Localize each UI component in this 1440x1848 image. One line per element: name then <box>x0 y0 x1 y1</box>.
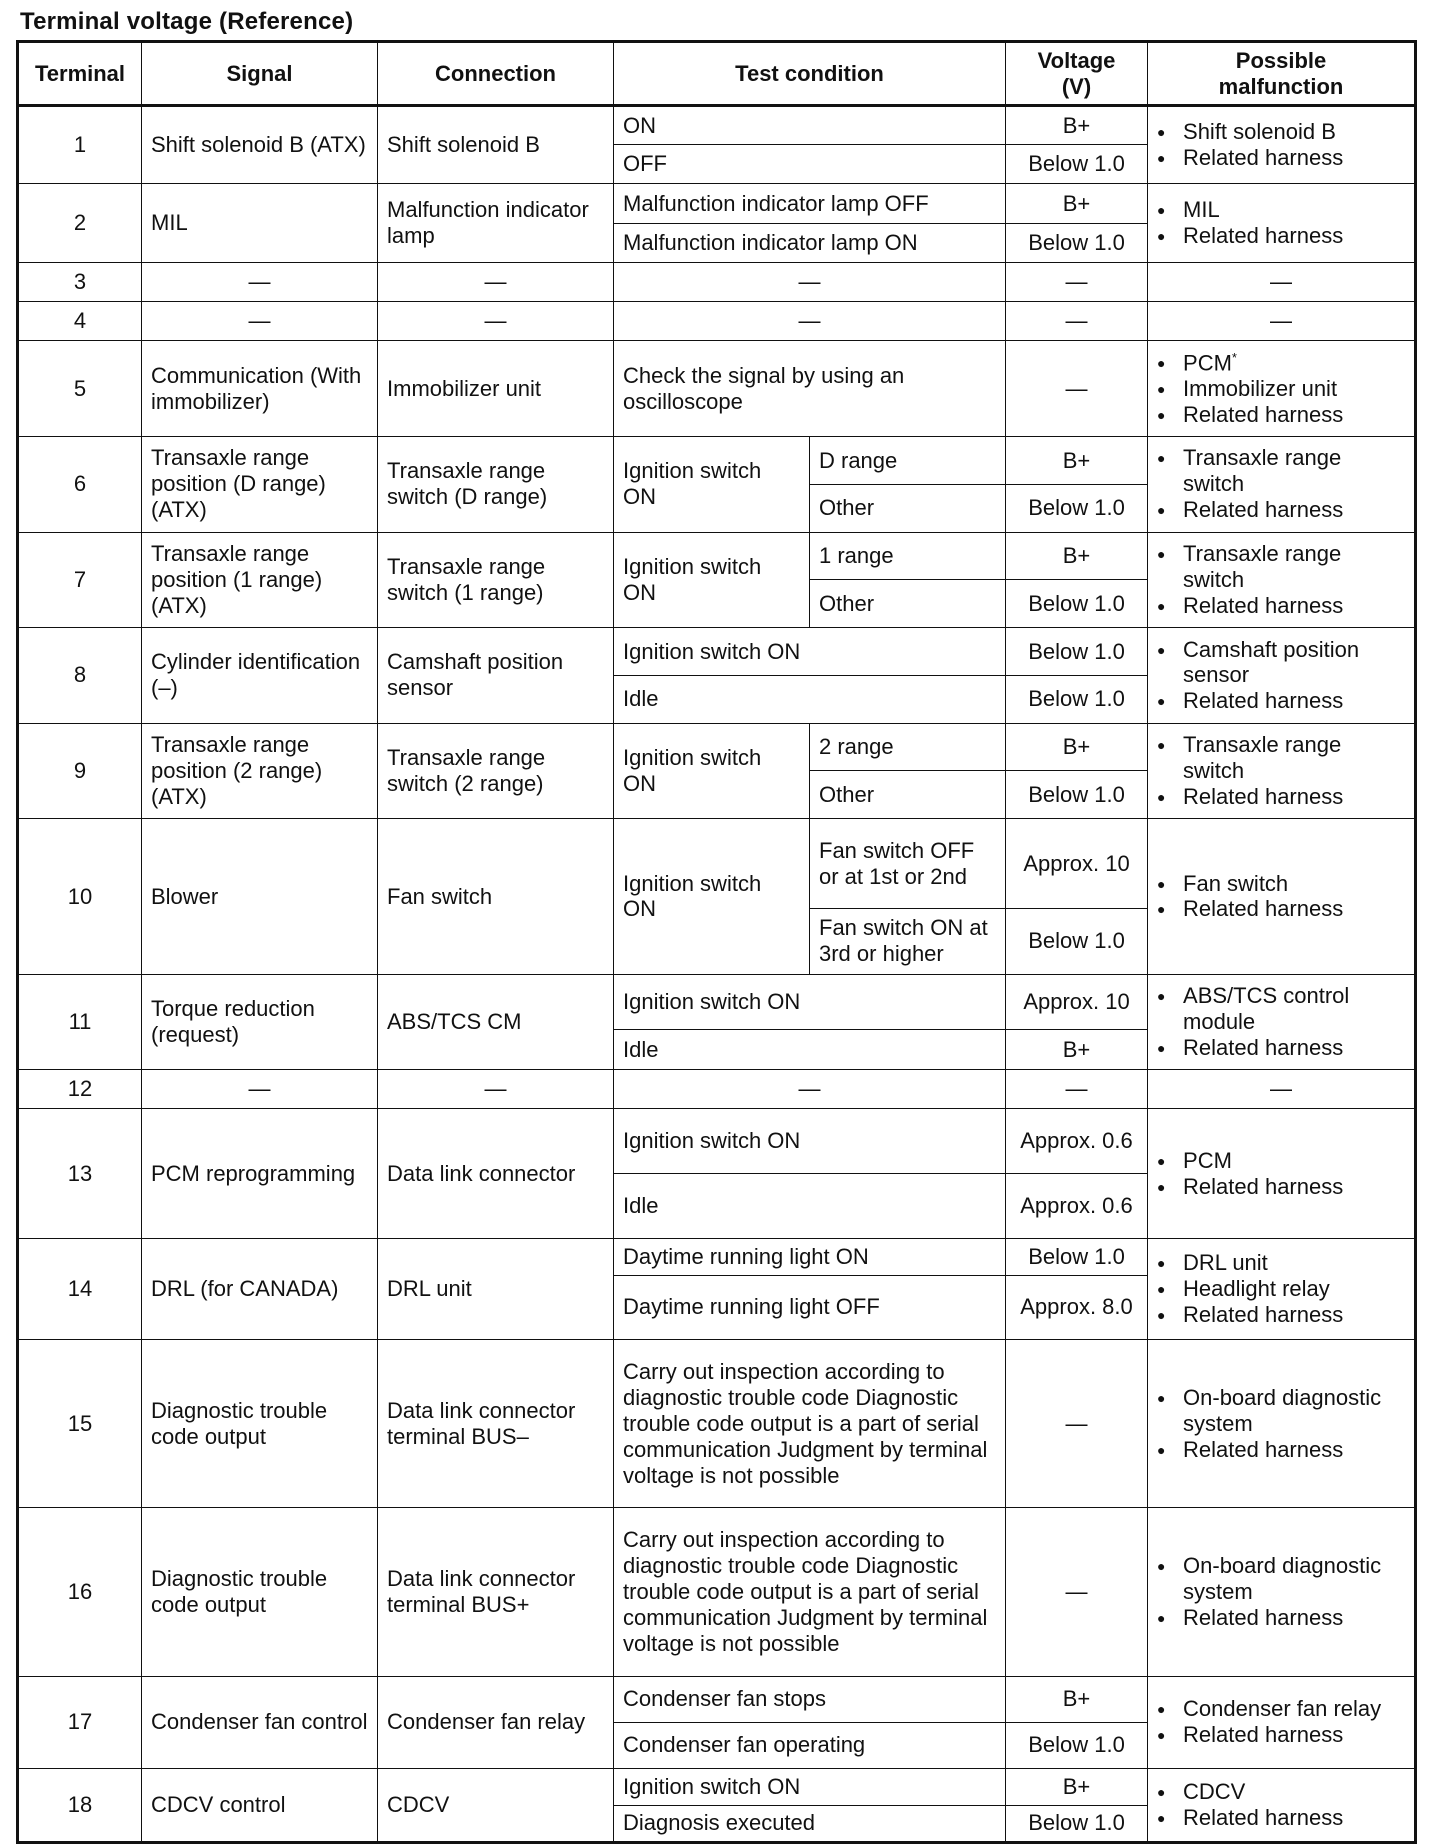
voltage-cell: B+ <box>1006 106 1148 145</box>
malfunction-item <box>1157 1605 1405 1631</box>
signal-cell: Diagnostic trouble code output <box>142 1508 378 1676</box>
malfunction-item <box>1157 1553 1405 1605</box>
test-condition-cell: Idle <box>614 675 1006 723</box>
page-title: Terminal voltage (Reference) <box>20 8 354 35</box>
voltage-cell: B+ <box>1006 437 1148 485</box>
voltage-cell: — <box>1006 1340 1148 1508</box>
malfunction-cell <box>1148 1238 1416 1339</box>
connection-cell: Condenser fan relay <box>378 1676 614 1768</box>
malfunction-text: Related harness <box>1183 1301 1344 1327</box>
test-condition-cell: Ignition switch ON <box>614 628 1006 676</box>
malfunction-text: Related harness <box>1183 1605 1344 1631</box>
voltage-cell: Below 1.0 <box>1006 580 1148 628</box>
table-row <box>18 1238 1416 1275</box>
terminal-cell: 9 <box>18 723 142 819</box>
malfunction-text: Headlight relay <box>1183 1275 1330 1301</box>
terminal-cell: 3 <box>18 262 142 301</box>
connection-cell: — <box>378 1070 614 1109</box>
voltage-cell: Below 1.0 <box>1006 1238 1148 1275</box>
header-malfunction-line2: malfunction <box>1218 73 1344 99</box>
voltage-cell: Below 1.0 <box>1006 771 1148 819</box>
malfunction-cell <box>1148 974 1416 1070</box>
test-condition-cell: Idle <box>614 1029 1006 1070</box>
terminal-cell: 4 <box>18 302 142 341</box>
connection-cell: Shift solenoid B <box>378 106 614 184</box>
malfunction-cell <box>1148 628 1416 724</box>
voltage-cell: — <box>1006 262 1148 301</box>
connection-cell: Transaxle range switch (D range) <box>378 437 614 533</box>
voltage-cell: B+ <box>1006 723 1148 771</box>
connection-cell: Transaxle range switch (2 range) <box>378 723 614 819</box>
malfunction-item <box>1157 402 1405 428</box>
malfunction-cell <box>1148 1109 1416 1238</box>
footnote-mark: * <box>1231 349 1237 365</box>
malfunction-text: Related harness <box>1183 1173 1344 1199</box>
sub-condition-cell: Other <box>810 484 1006 532</box>
voltage-cell: Below 1.0 <box>1006 1722 1148 1768</box>
voltage-cell: Approx. 0.6 <box>1006 1109 1148 1174</box>
signal-cell: DRL (for CANADA) <box>142 1238 378 1339</box>
connection-cell: Malfunction indicator lamp <box>378 184 614 262</box>
malfunction-cell <box>1148 1340 1416 1508</box>
signal-cell: Cylinder identification (–) <box>142 628 378 724</box>
malfunction-item <box>1157 1035 1405 1061</box>
terminal-cell: 14 <box>18 1238 142 1339</box>
malfunction-item <box>1157 1302 1405 1328</box>
malfunction-cell <box>1148 532 1416 628</box>
header-connection: Connection <box>378 42 614 106</box>
main-condition-cell: Ignition switch ON <box>614 532 810 628</box>
malfunction-item <box>1157 497 1405 523</box>
voltage-cell: B+ <box>1006 1768 1148 1805</box>
malfunction-text: ABS/TCS control module <box>1183 983 1350 1035</box>
test-condition-cell: Daytime running light ON <box>614 1238 1006 1275</box>
malfunction-item <box>1157 350 1405 376</box>
main-condition-cell: Ignition switch ON <box>614 723 810 819</box>
malfunction-item <box>1157 983 1405 1035</box>
malfunction-item <box>1157 197 1405 223</box>
malfunction-item <box>1157 637 1405 689</box>
main-condition-cell: Ignition switch ON <box>614 437 810 533</box>
malfunction-item <box>1157 119 1405 145</box>
malfunction-item <box>1157 871 1405 897</box>
table-row <box>18 1768 1416 1805</box>
signal-cell: Transaxle range position (2 range) (ATX) <box>142 723 378 819</box>
malfunction-cell <box>1148 184 1416 262</box>
voltage-cell: Below 1.0 <box>1006 145 1148 184</box>
table-row <box>18 628 1416 676</box>
header-voltage <box>1006 42 1148 106</box>
malfunction-text: On-board diagnostic system <box>1183 1384 1382 1436</box>
signal-cell: Torque reduction (request) <box>142 974 378 1070</box>
signal-cell: — <box>142 1070 378 1109</box>
test-condition-cell: Condenser fan stops <box>614 1676 1006 1722</box>
malfunction-item <box>1157 1250 1405 1276</box>
table-row <box>18 184 1416 223</box>
table-row <box>18 723 1416 771</box>
test-condition-cell: OFF <box>614 145 1006 184</box>
signal-cell: Transaxle range position (1 range) (ATX) <box>142 532 378 628</box>
voltage-cell: — <box>1006 302 1148 341</box>
terminal-cell: 2 <box>18 184 142 262</box>
malfunction-text: Related harness <box>1183 401 1344 427</box>
voltage-cell: Below 1.0 <box>1006 675 1148 723</box>
malfunction-text: Immobilizer unit <box>1183 375 1338 401</box>
malfunction-cell <box>1148 1676 1416 1768</box>
malfunction-item <box>1157 445 1405 497</box>
malfunction-item <box>1157 1437 1405 1463</box>
test-condition-cell: ON <box>614 106 1006 145</box>
connection-cell: Data link connector <box>378 1109 614 1238</box>
malfunction-text: On-board diagnostic system <box>1183 1553 1382 1605</box>
malfunction-item <box>1157 376 1405 402</box>
malfunction-text: Transaxle range switch <box>1183 540 1342 592</box>
terminal-voltage-table <box>16 40 1417 1844</box>
table-row <box>18 302 1416 341</box>
malfunction-text: Fan switch <box>1183 870 1289 896</box>
voltage-cell: B+ <box>1006 184 1148 223</box>
malfunction-text: Related harness <box>1183 783 1344 809</box>
voltage-cell: Below 1.0 <box>1006 1805 1148 1842</box>
terminal-cell: 12 <box>18 1070 142 1109</box>
malfunction-cell <box>1148 341 1416 437</box>
signal-cell: MIL <box>142 184 378 262</box>
malfunction-cell: — <box>1148 302 1416 341</box>
header-malfunction-line1: Possible <box>1235 47 1327 73</box>
malfunction-item <box>1157 1148 1405 1174</box>
table-row <box>18 1508 1416 1676</box>
terminal-cell: 11 <box>18 974 142 1070</box>
connection-cell: CDCV <box>378 1768 614 1842</box>
malfunction-item <box>1157 1779 1405 1805</box>
test-condition-cell: Ignition switch ON <box>614 1109 1006 1174</box>
terminal-cell: 17 <box>18 1676 142 1768</box>
voltage-cell: — <box>1006 1070 1148 1109</box>
malfunction-item <box>1157 145 1405 171</box>
header-test-condition: Test condition <box>614 42 1006 106</box>
malfunction-text: Related harness <box>1183 1034 1344 1060</box>
connection-cell: Data link connector terminal BUS+ <box>378 1508 614 1676</box>
malfunction-item <box>1157 896 1405 922</box>
test-condition-cell: Check the signal by using an oscilloscope <box>614 341 1006 437</box>
test-condition-cell: — <box>614 302 1006 341</box>
header-possible-malfunction <box>1148 42 1416 106</box>
table-row <box>18 106 1416 145</box>
test-condition-cell: Ignition switch ON <box>614 1768 1006 1805</box>
malfunction-item <box>1157 1174 1405 1200</box>
test-condition-cell: Ignition switch ON <box>614 974 1006 1029</box>
voltage-cell: B+ <box>1006 1676 1148 1722</box>
voltage-cell: Approx. 10 <box>1006 974 1148 1029</box>
malfunction-text: CDCV <box>1183 1779 1246 1805</box>
test-condition-cell: Daytime running light OFF <box>614 1275 1006 1340</box>
voltage-cell: B+ <box>1006 532 1148 580</box>
malfunction-item <box>1157 1276 1405 1302</box>
malfunction-text: PCM <box>1183 349 1232 375</box>
malfunction-item <box>1157 1696 1405 1722</box>
table-row <box>18 974 1416 1029</box>
voltage-cell: — <box>1006 341 1148 437</box>
test-condition-cell: Diagnosis executed <box>614 1805 1006 1842</box>
signal-cell: Shift solenoid B (ATX) <box>142 106 378 184</box>
signal-cell: Blower <box>142 819 378 975</box>
malfunction-cell <box>1148 106 1416 184</box>
malfunction-text: Related harness <box>1183 1804 1344 1830</box>
signal-cell: CDCV control <box>142 1768 378 1842</box>
header-terminal: Terminal <box>18 42 142 106</box>
table-row <box>18 437 1416 485</box>
malfunction-text: Related harness <box>1183 497 1344 523</box>
malfunction-text: Related harness <box>1183 688 1344 714</box>
malfunction-text: Transaxle range switch <box>1183 732 1342 783</box>
sub-condition-cell: D range <box>810 437 1006 485</box>
header-voltage-line1: Voltage <box>1037 47 1116 73</box>
voltage-cell: Approx. 0.6 <box>1006 1174 1148 1239</box>
sub-condition-cell: Fan switch OFF or at 1st or 2nd <box>810 819 1006 909</box>
connection-cell: Fan switch <box>378 819 614 975</box>
test-condition-cell: Malfunction indicator lamp ON <box>614 223 1006 262</box>
voltage-cell: Approx. 10 <box>1006 819 1148 909</box>
malfunction-cell <box>1148 723 1416 819</box>
voltage-cell: Approx. 8.0 <box>1006 1275 1148 1340</box>
sub-condition-cell: 1 range <box>810 532 1006 580</box>
table-row <box>18 532 1416 580</box>
terminal-cell: 10 <box>18 819 142 975</box>
malfunction-text: DRL unit <box>1183 1249 1268 1275</box>
malfunction-item <box>1157 688 1405 714</box>
test-condition-cell: — <box>614 1070 1006 1109</box>
malfunction-text: PCM <box>1183 1147 1232 1173</box>
malfunction-item <box>1157 1805 1405 1831</box>
test-condition-cell: Malfunction indicator lamp OFF <box>614 184 1006 223</box>
signal-cell: Condenser fan control <box>142 1676 378 1768</box>
signal-cell: — <box>142 302 378 341</box>
table-row <box>18 1676 1416 1722</box>
signal-cell: — <box>142 262 378 301</box>
connection-cell: Camshaft position sensor <box>378 628 614 724</box>
test-condition-cell: Carry out inspection according to diagnostic trouble code Diagnostic trouble code output is a part of serial communication Judgment by terminal voltage is not possible <box>614 1340 1006 1508</box>
malfunction-text: Transaxle range switch <box>1183 445 1342 497</box>
malfunction-item <box>1157 784 1405 810</box>
malfunction-text: Related harness <box>1183 592 1344 618</box>
connection-cell: Transaxle range switch (1 range) <box>378 532 614 628</box>
terminal-cell: 7 <box>18 532 142 628</box>
malfunction-item <box>1157 1722 1405 1748</box>
malfunction-text: Related harness <box>1183 223 1344 249</box>
table-row <box>18 341 1416 437</box>
signal-cell: Transaxle range position (D range) (ATX) <box>142 437 378 533</box>
signal-cell: Communication (With immobilizer) <box>142 341 378 437</box>
malfunction-item <box>1157 223 1405 249</box>
terminal-cell: 8 <box>18 628 142 724</box>
terminal-cell: 18 <box>18 1768 142 1842</box>
sub-condition-cell: Fan switch ON at 3rd or higher <box>810 909 1006 975</box>
malfunction-cell: — <box>1148 1070 1416 1109</box>
terminal-cell: 16 <box>18 1508 142 1676</box>
table-row <box>18 262 1416 301</box>
header-signal: Signal <box>142 42 378 106</box>
malfunction-cell <box>1148 1508 1416 1676</box>
terminal-cell: 15 <box>18 1340 142 1508</box>
sub-condition-cell: Other <box>810 771 1006 819</box>
malfunction-item <box>1157 732 1405 784</box>
malfunction-text: Shift solenoid B <box>1183 119 1336 145</box>
terminal-cell: 5 <box>18 341 142 437</box>
malfunction-item <box>1157 1385 1405 1437</box>
table-row <box>18 1340 1416 1508</box>
header-voltage-line2: (V) <box>1061 73 1092 99</box>
malfunction-cell <box>1148 819 1416 975</box>
terminal-cell: 1 <box>18 106 142 184</box>
malfunction-cell: — <box>1148 262 1416 301</box>
connection-cell: DRL unit <box>378 1238 614 1339</box>
header-row <box>18 42 1416 106</box>
malfunction-text: Related harness <box>1183 145 1344 171</box>
table-row <box>18 1109 1416 1174</box>
connection-cell: Data link connector terminal BUS– <box>378 1340 614 1508</box>
signal-cell: PCM reprogramming <box>142 1109 378 1238</box>
voltage-cell: Below 1.0 <box>1006 223 1148 262</box>
voltage-cell: Below 1.0 <box>1006 909 1148 975</box>
terminal-cell: 6 <box>18 437 142 533</box>
test-condition-cell: Condenser fan operating <box>614 1722 1006 1768</box>
signal-cell: Diagnostic trouble code output <box>142 1340 378 1508</box>
connection-cell: — <box>378 262 614 301</box>
malfunction-text: Condenser fan relay <box>1183 1696 1382 1722</box>
voltage-cell: Below 1.0 <box>1006 484 1148 532</box>
main-condition-cell: Ignition switch ON <box>614 819 810 975</box>
malfunction-cell <box>1148 1768 1416 1842</box>
voltage-cell: Below 1.0 <box>1006 628 1148 676</box>
malfunction-text: MIL <box>1183 197 1220 223</box>
connection-cell: Immobilizer unit <box>378 341 614 437</box>
sub-condition-cell: 2 range <box>810 723 1006 771</box>
test-condition-cell: Idle <box>614 1174 1006 1239</box>
connection-cell: ABS/TCS CM <box>378 974 614 1070</box>
malfunction-text: Related harness <box>1183 896 1344 922</box>
sub-condition-cell: Other <box>810 580 1006 628</box>
connection-cell: — <box>378 302 614 341</box>
test-condition-cell: — <box>614 262 1006 301</box>
test-condition-cell: Carry out inspection according to diagnostic trouble code Diagnostic trouble code output is a part of serial communication Judgment by terminal voltage is not possible <box>614 1508 1006 1676</box>
voltage-cell: B+ <box>1006 1029 1148 1070</box>
table-row <box>18 819 1416 909</box>
malfunction-item <box>1157 593 1405 619</box>
malfunction-text: Related harness <box>1183 1436 1344 1462</box>
malfunction-item <box>1157 541 1405 593</box>
malfunction-cell <box>1148 437 1416 533</box>
malfunction-text: Camshaft position sensor <box>1183 636 1360 688</box>
table-row <box>18 1070 1416 1109</box>
malfunction-text: Related harness <box>1183 1722 1344 1748</box>
voltage-cell: — <box>1006 1508 1148 1676</box>
terminal-cell: 13 <box>18 1109 142 1238</box>
